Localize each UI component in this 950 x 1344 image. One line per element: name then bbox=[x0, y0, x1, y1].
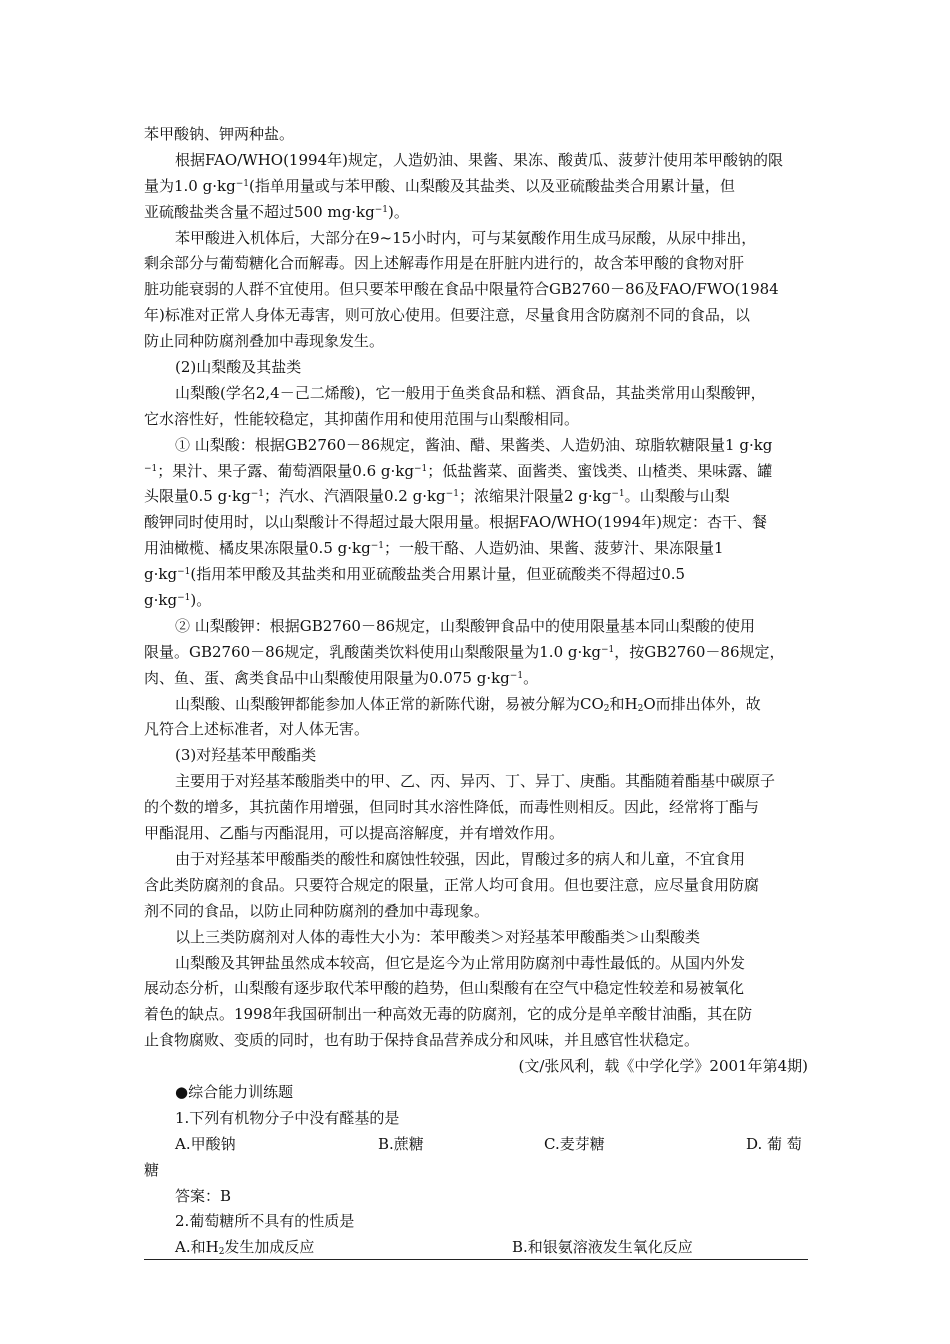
toxicity-order-line: 以上三类防腐剂对人体的毒性大小为：苯甲酸类＞对羟基苯甲酸酯类＞山梨酸类 bbox=[175, 927, 701, 946]
potassium-sorbate-item-line: 限量。GB2760－86规定，乳酸菌类饮料使用山梨酸限量为1.0 $g\cdot kg^{-1}$，按GB2760－86规定， bbox=[144, 642, 785, 661]
question-1-option-d: D. 葡 萄 bbox=[746, 1134, 802, 1153]
paragraph-continuation: 苯甲酸钠、钾两种盐。 bbox=[144, 125, 295, 143]
metabolism-line: 防止同种防腐剂叠加中毒现象发生。 bbox=[144, 332, 385, 351]
source-citation: (文/张风利，载《中学化学》2001年第4期) bbox=[518, 1057, 808, 1076]
question-2-option-b: B.和银氨溶液发生氧化反应 bbox=[512, 1238, 693, 1257]
sorbic-intro-line: 山梨酸(学名2,4－己二烯酸)，它一般用于鱼类食品和糕、酒食品，其盐类常用山梨酸钾， bbox=[175, 383, 766, 402]
fao-rule-line: 根据FAO/WHO(1994年)规定，人造奶油、果酱、果冻、酸黄瓜、菠萝汁使用苯甲酸钠的限 bbox=[175, 150, 783, 169]
question-1-options bbox=[144, 1132, 808, 1158]
fao-rule-line: 亚硫酸盐类含量不超过500 $mg\cdot kg^{-1}$)。 bbox=[144, 202, 409, 221]
question-2-option-a: A.和$H_2$发生加成反应 bbox=[175, 1238, 315, 1258]
metabolism-line: 年)标准对正常人身体无毒害，则可放心使用。但要注意，尽量食用含防腐剂不同的食品，以 bbox=[144, 306, 750, 325]
question-2-options bbox=[144, 1235, 808, 1261]
safety-line: 凡符合上述标准者，对人体无害。 bbox=[144, 720, 370, 739]
paraben-use-line: 的个数的增多，其抗菌作用增强，但同时其水溶性降低，而毒性则相反。因此，经常将丁酯与 bbox=[144, 798, 760, 817]
sorbic-acid-item-line: $g\cdot kg^{-1}$)。 bbox=[144, 591, 212, 610]
metabolism-line: 剩余部分与葡萄糖化合而解毒。因上述解毒作用是在肝脏内进行的，故含苯甲酸的食物对肝 bbox=[144, 254, 745, 273]
outlook-line: 山梨酸及其钾盐虽然成本较高，但它是迄今为止常用防腐剂中毒性最低的。从国内外发 bbox=[175, 953, 746, 972]
fao-rule-line: 量为1.0 $g\cdot kg^{-1}$(指单用量或与苯甲酸、山梨酸及其盐类、以及亚硫酸盐类合用累计量，但 bbox=[144, 176, 735, 195]
article-body bbox=[144, 122, 808, 1261]
sorbic-intro-line: 它水溶性好，性能较稳定，其抑菌作用和使用范围与山梨酸相同。 bbox=[144, 409, 580, 428]
outlook-line: 止食物腐败、变质的同时，也有助于保持食品营养成分和风味，并且感官性状稳定。 bbox=[144, 1031, 700, 1050]
paraben-caution-line: 含此类防腐剂的食品。只要符合规定的限量，正常人均可食用。但也要注意，应尽量食用防腐 bbox=[144, 875, 760, 894]
safety-line: 山梨酸、山梨酸钾都能参加人体正常的新陈代谢，易被分解为$CO_2$和$H_2O$而排出体外，故 bbox=[175, 694, 761, 714]
outlook-line: 展动态分析，山梨酸有逐步取代苯甲酸的趋势，但山梨酸有在空气中稳定性较差和易被氧化 bbox=[144, 979, 745, 998]
question-1-option-b: B.蔗糖 bbox=[378, 1134, 424, 1153]
potassium-sorbate-item-line: 肉、鱼、蛋、禽类食品中山梨酸使用限量为0.075 $g\cdot kg^{-1}$。 bbox=[144, 668, 539, 687]
sorbic-acid-item-line: 用油橄榄、橘皮果冻限量0.5 $g\cdot kg^{-1}$；一般干酪、人造奶油、果酱、菠萝汁、果冻限量1 bbox=[144, 539, 724, 558]
footer-divider bbox=[144, 1259, 808, 1260]
paraben-use-line: 主要用于对羟基苯酸脂类中的甲、乙、丙、异丙、丁、异丁、庚酯。其酯随着酯基中碳原子 bbox=[175, 772, 776, 791]
question-2-stem: 2.葡萄糖所不具有的性质是 bbox=[175, 1212, 355, 1231]
paraben-use-line: 甲酯混用、乙酯与丙酯混用，可以提高溶解度，并有增效作用。 bbox=[144, 824, 565, 843]
exercise-section-title: ●综合能力训练题 bbox=[175, 1082, 294, 1101]
section-heading-paraben: (3)对羟基苯甲酸酯类 bbox=[175, 746, 317, 765]
sorbic-acid-item-line: $g\cdot kg^{-1}$(指用苯甲酸及其盐类和用亚硫酸盐类合用累计量，但亚硫酸类不得超过0.5 bbox=[144, 565, 686, 584]
question-1-answer: 答案：B bbox=[175, 1186, 232, 1205]
paraben-caution-line: 由于对羟基苯甲酸酯类的酸性和腐蚀性较强，因此，胃酸过多的病人和儿童，不宜食用 bbox=[175, 849, 746, 868]
sorbic-acid-item-line: $^{-1}$；果汁、果子露、葡萄酒限量0.6 $g\cdot kg^{-1}$；低盐酱菜、面酱类、蜜饯类、山楂类、果味露、罐 bbox=[144, 461, 773, 480]
question-1-stem: 1.下列有机物分子中没有醛基的是 bbox=[175, 1108, 400, 1127]
metabolism-line: 苯甲酸进入机体后，大部分在9~15小时内，可与某氨酸作用生成马尿酸，从尿中排出， bbox=[175, 228, 757, 247]
question-1-option-a: A.甲酸钠 bbox=[175, 1134, 236, 1153]
potassium-sorbate-item-line: ② 山梨酸钾：根据GB2760－86规定，山梨酸钾食品中的使用限量基本同山梨酸的使用 bbox=[175, 616, 756, 635]
section-heading-sorbic: (2)山梨酸及其盐类 bbox=[175, 358, 302, 377]
metabolism-line: 脏功能衰弱的人群不宜使用。但只要苯甲酸在食品中限量符合GB2760－86及FAO/FWO(1984 bbox=[144, 280, 779, 299]
paraben-caution-line: 剂不同的食品，以防止同种防腐剂的叠加中毒现象。 bbox=[144, 901, 490, 920]
sorbic-acid-item-line: 酸钾同时使用时，以山梨酸计不得超过最大限用量。根据FAO/WHO(1994年)规定：杏干、餐 bbox=[144, 513, 767, 532]
outlook-line: 着色的缺点。1998年我国研制出一种高效无毒的防腐剂，它的成分是单辛酸甘油酯，其在防 bbox=[144, 1005, 753, 1024]
question-1-option-d-wrap: 糖 bbox=[144, 1160, 160, 1179]
sorbic-acid-item-line: 头限量0.5 $g\cdot kg^{-1}$；汽水、汽酒限量0.2 $g\cdot kg^{-1}$；浓缩果汁限量2 $g\cdot kg^{-1}$。山梨酸与山梨 bbox=[144, 487, 730, 506]
question-1-option-c: C.麦芽糖 bbox=[544, 1134, 605, 1153]
sorbic-acid-item-line: ① 山梨酸：根据GB2760－86规定，酱油、醋、果酱类、人造奶油、琼脂软糖限量1 g·kg bbox=[175, 435, 773, 454]
